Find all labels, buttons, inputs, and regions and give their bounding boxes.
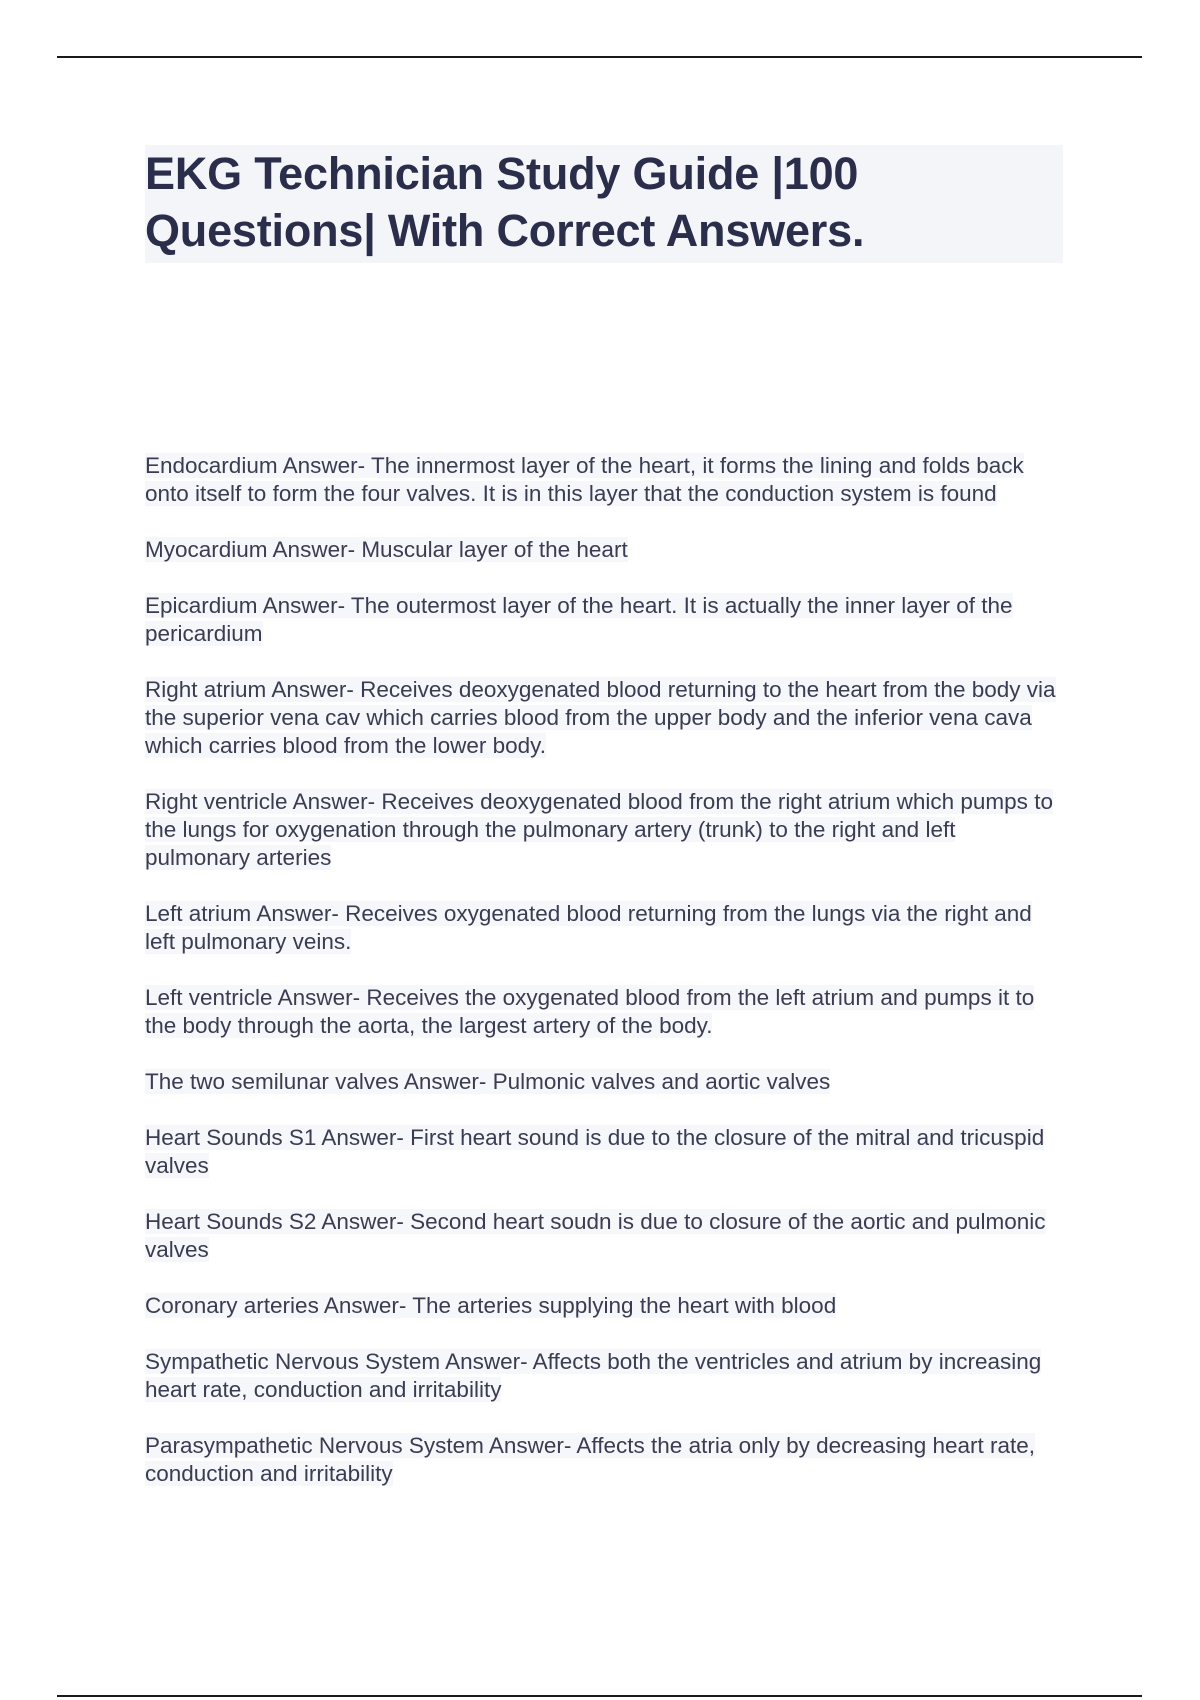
qa-item	[145, 984, 1065, 1040]
qa-term: Left atrium	[145, 901, 252, 926]
qa-answer: Answer- Receives the oxygenated blood from the left atrium and pumps it to the body through the aorta, the largest artery of the body.	[145, 985, 1035, 1038]
qa-answer: Answer- Receives oxygenated blood returning from the lungs via the right and left pulmonary veins.	[145, 901, 1032, 954]
qa-answer: Answer- The arteries supplying the heart with blood	[323, 1293, 837, 1318]
qa-term: Epicardium	[145, 593, 258, 618]
qa-answer: Answer- Pulmonic valves and aortic valves	[403, 1069, 831, 1094]
bottom-rule	[57, 1695, 1142, 1697]
qa-answer: Answer- The innermost layer of the heart, it forms the lining and folds back onto itself to form the four valves. It is in this layer that the conduction system is found	[145, 453, 1024, 506]
qa-item	[145, 1348, 1065, 1404]
qa-term: Myocardium	[145, 537, 268, 562]
qa-term: Coronary arteries	[145, 1293, 319, 1318]
qa-term: Heart Sounds S1	[145, 1125, 317, 1150]
qa-item	[145, 788, 1065, 872]
qa-answer: Answer- Receives deoxygenated blood from the right atrium which pumps to the lungs for oxygenation through the pulmonary artery (trunk) to the right and left pulmonary arteries	[145, 789, 1053, 870]
qa-term: Sympathetic Nervous System	[145, 1349, 441, 1374]
qa-list	[145, 452, 1065, 1516]
qa-item	[145, 1432, 1065, 1488]
qa-term: Endocardium	[145, 453, 278, 478]
title-block	[145, 145, 1063, 263]
qa-term: Right ventricle	[145, 789, 288, 814]
qa-term: Right atrium	[145, 677, 267, 702]
qa-item	[145, 1124, 1065, 1180]
qa-item	[145, 1208, 1065, 1264]
qa-item	[145, 676, 1065, 760]
qa-term: Parasympathetic Nervous System	[145, 1433, 484, 1458]
qa-item	[145, 900, 1065, 956]
qa-answer: Answer- Second heart soudn is due to closure of the aortic and pulmonic valves	[145, 1209, 1046, 1262]
qa-answer: Answer- First heart sound is due to the closure of the mitral and tricuspid valves	[145, 1125, 1045, 1178]
qa-answer: Answer- Muscular layer of the heart	[272, 537, 628, 562]
qa-answer: Answer- Receives deoxygenated blood returning to the heart from the body via the superior vena cav which carries blood from the upper body and the inferior vena cava which carries blood from the lower body.	[145, 677, 1056, 758]
qa-item	[145, 452, 1065, 508]
qa-item	[145, 592, 1065, 648]
qa-item	[145, 1068, 1065, 1096]
qa-answer: Answer- Affects the atria only by decreasing heart rate, conduction and irritability	[145, 1433, 1036, 1486]
qa-item	[145, 1292, 1065, 1320]
qa-answer: Answer- Affects both the ventricles and atrium by increasing heart rate, conduction and irritability	[145, 1349, 1042, 1402]
qa-answer: Answer- The outermost layer of the heart. It is actually the inner layer of the pericardium	[145, 593, 1013, 646]
qa-term: The two semilunar valves	[145, 1069, 399, 1094]
document-title: EKG Technician Study Guide |100 Questions| With Correct Answers.	[145, 148, 865, 256]
qa-item	[145, 536, 1065, 564]
top-rule	[57, 56, 1142, 58]
qa-term: Heart Sounds S2	[145, 1209, 317, 1234]
qa-term: Left ventricle	[145, 985, 273, 1010]
